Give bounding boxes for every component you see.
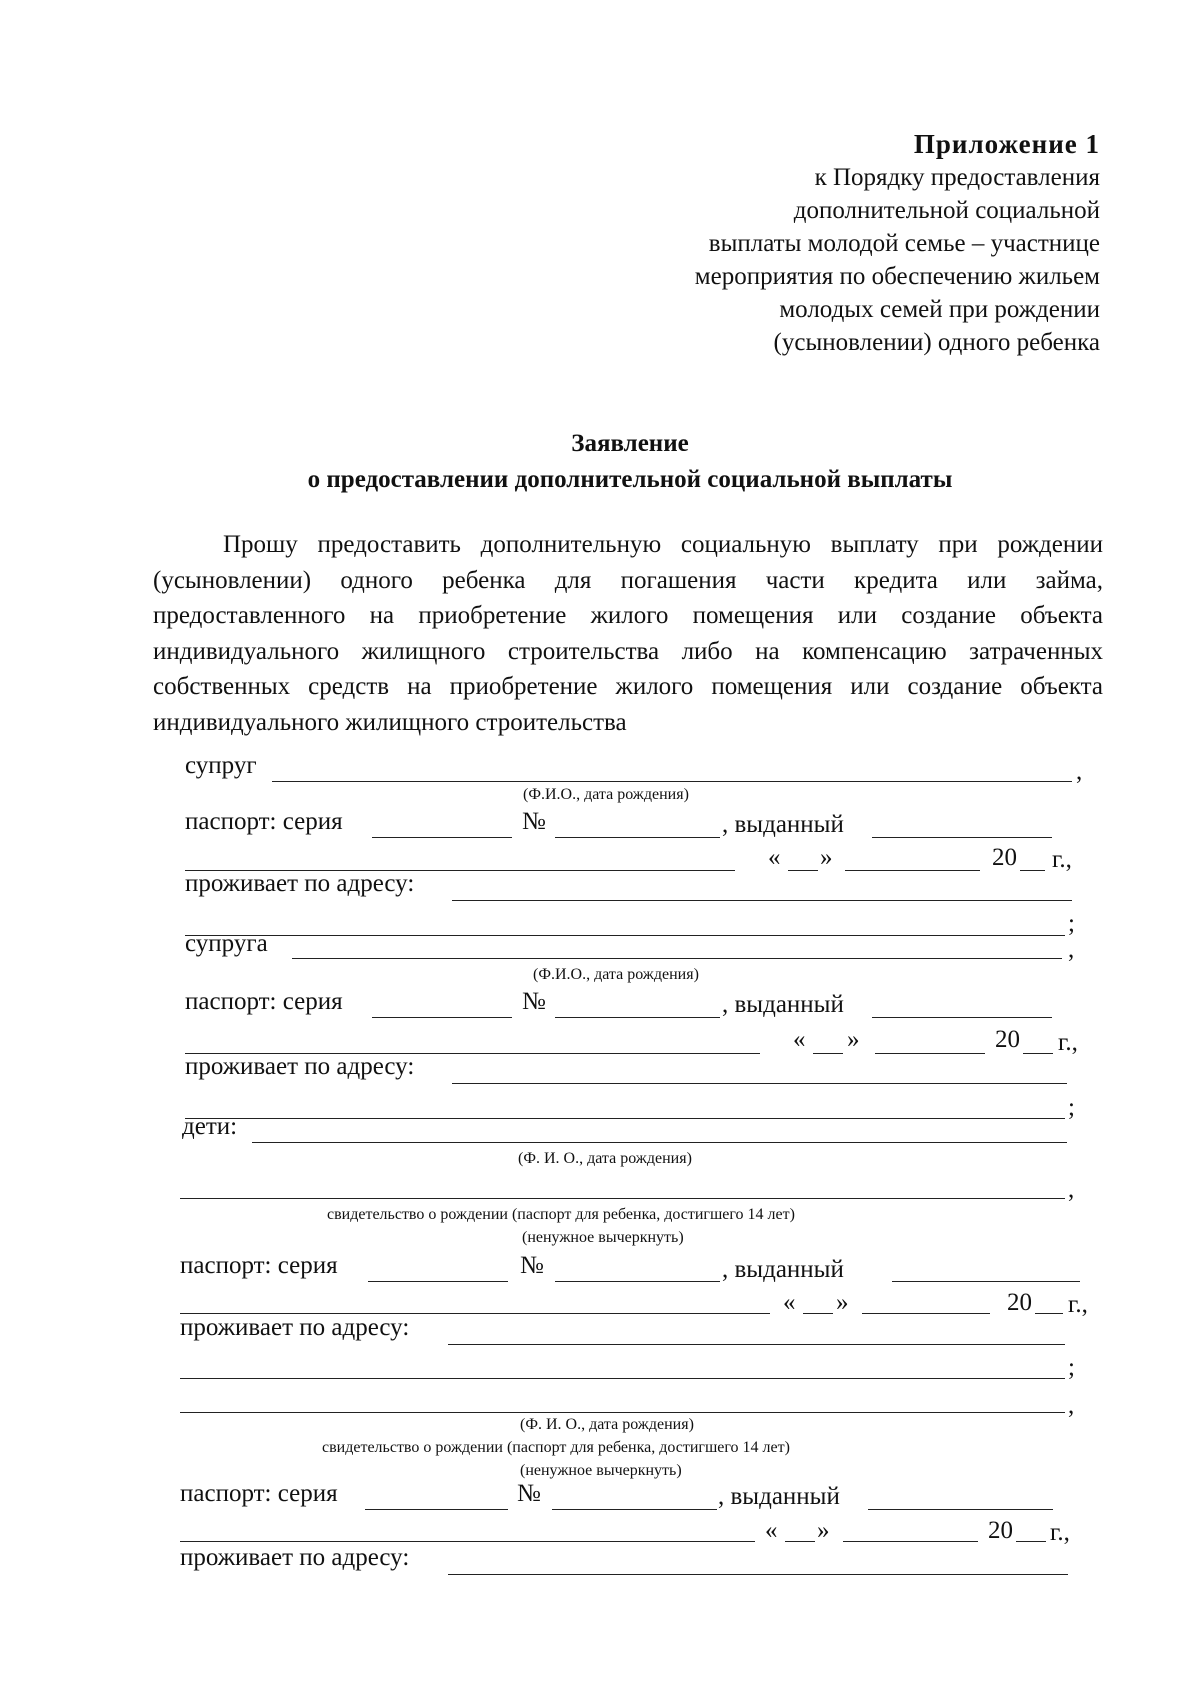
year-suffix: г., <box>1052 846 1072 873</box>
address-label: проживает по адресу: <box>180 1544 410 1571</box>
husband-issue-month-field[interactable] <box>845 870 980 871</box>
child1-name-field[interactable] <box>252 1142 1067 1143</box>
child2-fio-caption: (Ф. И. О., дата рождения) <box>520 1416 694 1433</box>
document-subtitle: о предоставлении дополнительной социальной выплаты <box>307 466 953 493</box>
semicolon: ; <box>1068 1094 1075 1121</box>
year-suffix: г., <box>1058 1029 1078 1056</box>
appendix-line: дополнительной социальной <box>793 197 1100 224</box>
issued-label: , выданный <box>722 1256 844 1283</box>
husband-fio-caption: (Ф.И.О., дата рождения) <box>523 786 689 803</box>
wife-address-field-2[interactable] <box>185 1118 1065 1119</box>
request-text: Прошу предоставить дополнительную социальную выплату при рождении (усыновлении) одного ребенка для погашения части кредита или займа, предоставленного на приобретение жилого помещения или создание объекта индивидуального жилищного строительства либо на компенсацию затраченных собственных средств на приобретение жилого помещения или создание объекта индивидуального жилищного строительства <box>153 531 1103 736</box>
husband-address-field-2[interactable] <box>185 935 1065 936</box>
passport-series-label: паспорт: серия <box>180 1252 338 1279</box>
appendix-block <box>695 128 1100 359</box>
wife-label: супруга <box>185 930 268 957</box>
child1-issue-day-field[interactable] <box>803 1313 833 1314</box>
child2-issue-month-field[interactable] <box>843 1541 978 1542</box>
wife-issued-by-field[interactable] <box>872 1017 1052 1018</box>
document-title: Заявление <box>571 430 689 457</box>
date-open-quote: « <box>793 1026 806 1053</box>
year-prefix: 20 <box>992 844 1017 871</box>
child2-issued-by-field[interactable] <box>868 1509 1053 1510</box>
husband-issue-day-field[interactable] <box>788 870 818 871</box>
child1-issue-year-field[interactable] <box>1035 1313 1063 1314</box>
semicolon: ; <box>1068 1354 1075 1381</box>
strike-unneeded-caption: (ненужное вычеркнуть) <box>520 1462 682 1479</box>
child2-address-field[interactable] <box>448 1574 1068 1575</box>
comma: , <box>1068 936 1075 963</box>
wife-issue-year-field[interactable] <box>1023 1053 1053 1054</box>
year-suffix: г., <box>1068 1291 1088 1318</box>
child2-issue-day-field[interactable] <box>785 1541 815 1542</box>
birth-certificate-caption: свидетельство о рождении (паспорт для ребенка, достигшего 14 лет) <box>322 1439 790 1456</box>
husband-passport-number-field[interactable] <box>555 837 720 838</box>
address-label: проживает по адресу: <box>185 870 415 897</box>
date-close-quote: » <box>817 1517 830 1544</box>
child1-issue-month-field[interactable] <box>862 1313 990 1314</box>
issued-label: , выданный <box>722 811 844 838</box>
address-label: проживает по адресу: <box>180 1314 410 1341</box>
request-paragraph <box>153 527 1103 740</box>
wife-passport-number-field[interactable] <box>555 1017 720 1018</box>
wife-fio-caption: (Ф.И.О., дата рождения) <box>533 966 699 983</box>
number-sign: № <box>520 1252 544 1279</box>
child2-passport-number-field[interactable] <box>552 1509 717 1510</box>
number-sign: № <box>517 1480 541 1507</box>
semicolon: ; <box>1068 910 1075 937</box>
appendix-line: молодых семей при рождении <box>779 296 1100 323</box>
appendix-line: к Порядку предоставления <box>814 164 1100 191</box>
appendix-title: Приложение 1 <box>913 129 1100 159</box>
comma: , <box>1076 758 1083 785</box>
husband-label: супруг <box>185 752 257 779</box>
year-prefix: 20 <box>1007 1289 1032 1316</box>
year-prefix: 20 <box>988 1517 1013 1544</box>
date-open-quote: « <box>768 844 781 871</box>
child1-issued-by-field[interactable] <box>892 1281 1080 1282</box>
appendix-line: мероприятия по обеспечению жильем <box>694 263 1100 290</box>
husband-issue-year-field[interactable] <box>1020 870 1045 871</box>
child1-address-field-2[interactable] <box>180 1378 1065 1379</box>
children-label: дети: <box>182 1113 238 1140</box>
date-open-quote: « <box>783 1289 796 1316</box>
address-label: проживает по адресу: <box>185 1053 415 1080</box>
number-sign: № <box>522 808 546 835</box>
date-open-quote: « <box>765 1517 778 1544</box>
appendix-line: (усыновлении) одного ребенка <box>773 329 1100 356</box>
child1-passport-number-field[interactable] <box>555 1281 720 1282</box>
child1-certificate-field[interactable] <box>180 1198 1065 1199</box>
passport-series-label: паспорт: серия <box>185 988 343 1015</box>
issued-label: , выданный <box>718 1483 840 1510</box>
appendix-line: выплаты молодой семье – участнице <box>708 230 1100 257</box>
year-suffix: г., <box>1050 1519 1070 1546</box>
date-close-quote: » <box>836 1289 849 1316</box>
husband-issued-by-field[interactable] <box>872 837 1052 838</box>
child1-fio-caption: (Ф. И. О., дата рождения) <box>518 1150 692 1167</box>
comma: , <box>1068 1392 1075 1419</box>
birth-certificate-caption: свидетельство о рождении (паспорт для ребенка, достигшего 14 лет) <box>327 1206 795 1223</box>
child1-address-field[interactable] <box>448 1344 1065 1345</box>
date-close-quote: » <box>820 844 833 871</box>
child2-passport-series-field[interactable] <box>365 1509 508 1510</box>
date-close-quote: » <box>847 1026 860 1053</box>
child1-passport-series-field[interactable] <box>368 1281 508 1282</box>
husband-passport-series-field[interactable] <box>372 837 512 838</box>
husband-address-field[interactable] <box>452 900 1072 901</box>
number-sign: № <box>522 988 546 1015</box>
wife-name-field[interactable] <box>292 958 1062 959</box>
child2-name-field[interactable] <box>180 1412 1065 1413</box>
wife-issue-day-field[interactable] <box>813 1053 843 1054</box>
wife-passport-series-field[interactable] <box>372 1017 512 1018</box>
year-prefix: 20 <box>995 1026 1020 1053</box>
wife-address-field[interactable] <box>452 1083 1067 1084</box>
strike-unneeded-caption: (ненужное вычеркнуть) <box>522 1229 684 1246</box>
husband-name-field[interactable] <box>272 781 1072 782</box>
wife-issue-month-field[interactable] <box>875 1053 985 1054</box>
child2-issued-by-field-2[interactable] <box>180 1541 755 1542</box>
comma: , <box>1068 1176 1075 1203</box>
issued-label: , выданный <box>722 991 844 1018</box>
child2-issue-year-field[interactable] <box>1016 1541 1046 1542</box>
passport-series-label: паспорт: серия <box>180 1480 338 1507</box>
passport-series-label: паспорт: серия <box>185 808 343 835</box>
